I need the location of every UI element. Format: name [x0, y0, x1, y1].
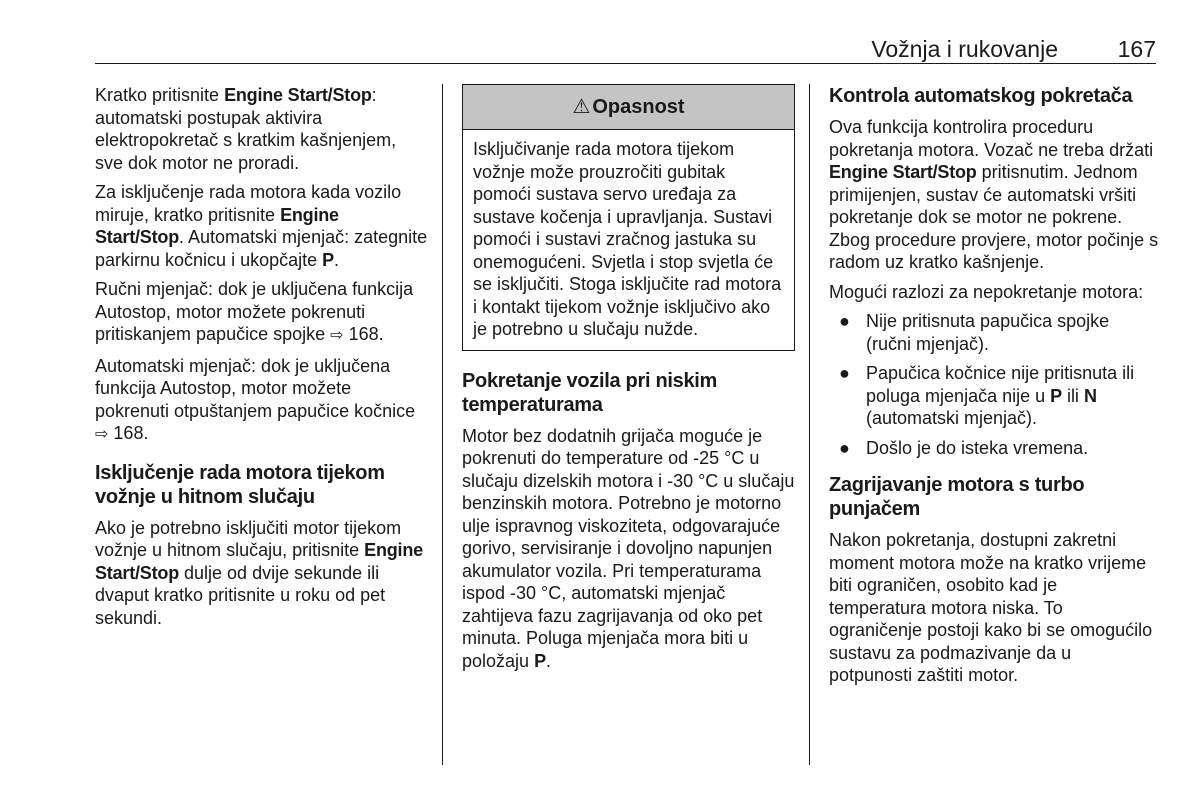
list-item: ● Nije pritisnuta papučica spojke (ručni mjenjač).: [839, 311, 1110, 354]
section-heading-low-temperature: Pokretanje vozila pri niskim temperaturama: [462, 369, 718, 416]
paragraph-start-stop: Kratko pritisnite Engine Start/Stop: automatski postupak aktivira elektropokretač s kratkim kašnjenjem, sve dok motor ne proradi.: [95, 85, 397, 173]
paragraph-start-failure-intro: Mogući razlozi za nepokretanje motora:: [829, 281, 1144, 302]
page-header: [95, 36, 1156, 64]
column-2: [462, 84, 795, 679]
page-number: 167: [1117, 36, 1156, 62]
warning-header: [463, 85, 794, 130]
page-reference[interactable]: 168.: [348, 324, 384, 344]
list-item: ● Papučica kočnice nije pritisnuta ili poluga mjenjača nije u P ili N (automatski mjenjač).: [839, 363, 1135, 428]
column-divider-left: [442, 84, 443, 765]
gear-position: P: [322, 249, 334, 270]
bullet-icon: ●: [839, 437, 850, 458]
control-name: Engine Start/Stop: [95, 540, 423, 583]
start-failure-reasons-list: [829, 310, 1159, 459]
section-heading-starter-control: Kontrola automatskog pokretača: [829, 85, 1133, 107]
section-heading-emergency-shutdown: Isključenje rada motora tijekom vožnje u hitnom slučaju: [95, 461, 385, 508]
column-3: [829, 84, 1159, 694]
page-ref-arrow-icon: ⇨: [330, 327, 344, 344]
warning-text: Isključivanje rada motora tijekom vožnje može prouzročiti gubitak pomoći sustava servo uređaja za sustave kočenja i upravljanja. Sustavi pomoći i sustavi zračnog jastuka su onemogućeni. Svjetla i stop svjetla će se isključiti. Stoga isključite rad motora i kontakt tijekom vožnje isključivo ako je potrebno u slučaju nužde.: [473, 139, 782, 339]
bullet-icon: ●: [839, 363, 850, 383]
control-name: Engine Start/Stop: [829, 162, 977, 182]
gear-position: P: [534, 650, 546, 671]
paragraph-stationary-shutdown: Za isključenje rada motora kada vozilo miruje, kratko pritisnite Engine Start/Stop. Automatski mjenjač: zategnite parkirnu kočnicu i ukopčajte P.: [95, 182, 428, 270]
control-name: Engine Start/Stop: [95, 204, 339, 247]
page-ref-arrow-icon: ⇨: [95, 426, 109, 443]
gear-position: P: [1050, 385, 1062, 406]
warning-title: Opasnost: [592, 95, 685, 118]
paragraph-starter-control: Ova funkcija kontrolira proceduru pokretanja motora. Vozač ne treba držati Engine Start/Stop pritisnutim. Jednom primijenjen, sustav će automatski vršiti pokretanje dok se motor ne pokrene. Zbog procedure provjere, motor počinje s radom uz kratko kašnjenje.: [829, 117, 1159, 272]
gear-position: N: [1083, 385, 1097, 406]
section-heading-turbo-warmup: Zagrijavanje motora s turbo punjačem: [829, 474, 1085, 520]
paragraph-manual-autostop: Ručni mjenjač: dok je uključena funkcija Autostop, motor možete pokrenuti pritiskanjem papučice spojke ⇨ 168.: [95, 279, 414, 344]
page-reference[interactable]: 168.: [113, 423, 149, 443]
danger-warning-box: [462, 84, 795, 351]
warning-triangle-icon: ⚠: [572, 95, 591, 118]
bullet-icon: ●: [839, 311, 850, 331]
paragraph-low-temperature: Motor bez dodatnih grijača moguće je pokrenuti do temperature od -25 °C u slučaju dizelskih motora i -30 °C u slučaju benzinskih motora. Potrebno je motorno ulje ispravnog viskoziteta, odgovarajuće gorivo, servisiranje i dovoljno napunjen akumulator vozila. Pri temperaturama ispod -30 °C, automatski mjenjač zahtijeva fazu zagrijavanja od oko pet minuta. Poluga mjenjača mora biti u položaju P.: [462, 425, 795, 671]
paragraph-automatic-autostop: Automatski mjenjač: dok je uključena funkcija Autostop, motor možete pokrenuti otpuštanjem papučice kočnice ⇨ 168.: [95, 355, 416, 443]
column-1: [95, 84, 428, 636]
column-divider-right: [809, 84, 810, 765]
paragraph-turbo-warmup: Nakon pokretanja, dostupni zakretni moment motora može na kratko vrijeme biti ograničen, osobito kad je temperatura motora niska. To ograničenje postoji kako bi se omogućilo sustavu za podmazivanje da u potpunosti zaštiti motor.: [829, 530, 1153, 685]
section-title: Vožnja i rukovanje: [871, 36, 1058, 62]
list-item: ● Došlo je do isteka vremena.: [839, 437, 1089, 458]
paragraph-emergency-shutdown: Ako je potrebno isključiti motor tijekom vožnje u hitnom slučaju, pritisnite Engine Start/Stop dulje od dvije sekunde ili dvaput kratko pritisnite u roku od pet sekundi.: [95, 517, 423, 628]
control-name: Engine Start/Stop: [224, 85, 372, 105]
